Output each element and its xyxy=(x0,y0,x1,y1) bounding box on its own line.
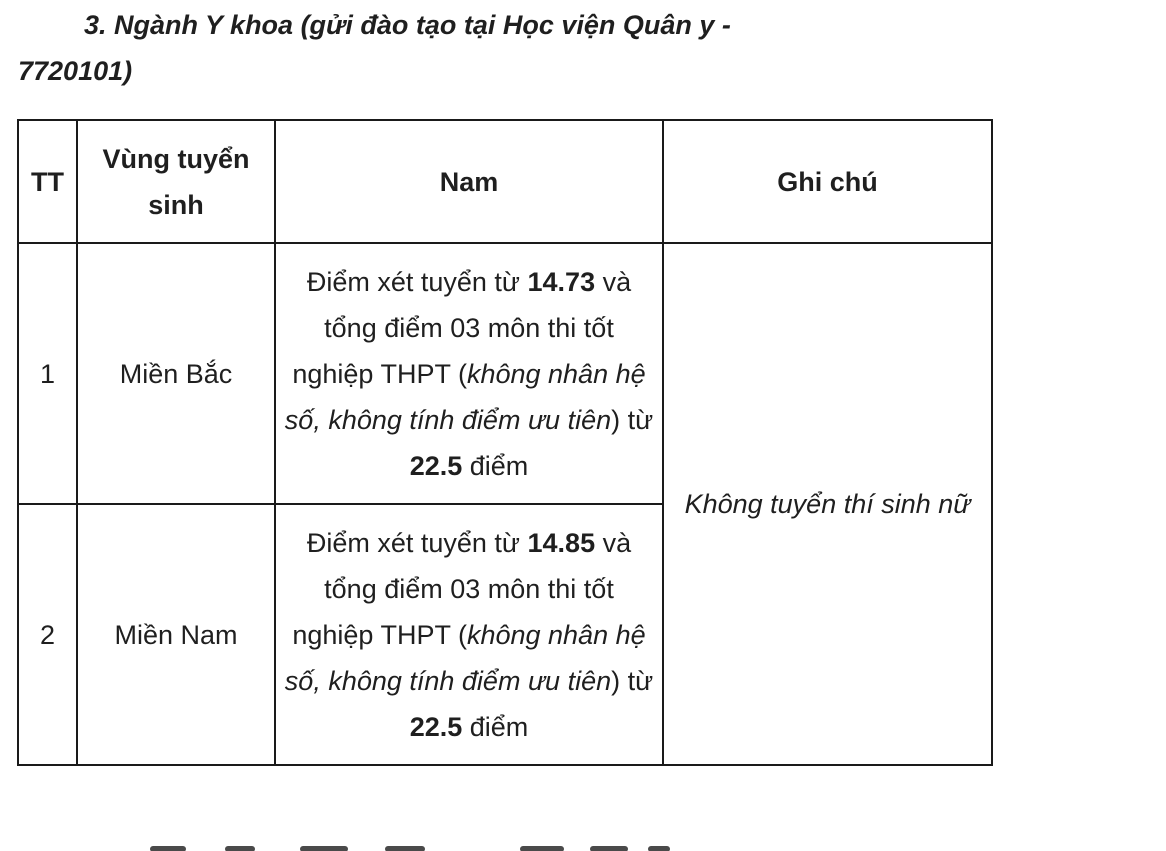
row-tt: 2 xyxy=(18,504,77,765)
criteria-total: 22.5 xyxy=(409,711,463,742)
section-heading xyxy=(18,2,778,94)
criteria-score: 14.85 xyxy=(527,527,596,558)
criteria-text: điểm xyxy=(462,450,529,481)
criteria-text: Điểm xét tuyển từ xyxy=(306,266,528,297)
header-male: Nam xyxy=(275,120,663,243)
table-row xyxy=(18,243,992,504)
row-male-criteria xyxy=(275,243,663,504)
criteria-score: 14.73 xyxy=(527,266,596,297)
header-tt: TT xyxy=(18,120,77,243)
criteria-text: điểm xyxy=(462,711,529,742)
note-cell: Không tuyển thí sinh nữ xyxy=(663,243,992,765)
cropped-text-line xyxy=(0,838,1166,851)
criteria-text: và tổng điểm 03 môn thi tốt nghiệp THPT ( xyxy=(292,527,632,650)
section-heading-line2: Quân y - 7720101) xyxy=(18,10,731,86)
row-tt: 1 xyxy=(18,243,77,504)
header-note: Ghi chú xyxy=(663,120,992,243)
criteria-italic-note: không nhân hệ số, không tính điểm ưu tiên xyxy=(284,619,646,696)
criteria-text: và tổng điểm 03 môn thi tốt nghiệp THPT ( xyxy=(292,266,632,389)
criteria-total: 22.5 xyxy=(409,450,463,481)
criteria-text: ) từ xyxy=(611,665,654,696)
row-region: Miền Bắc xyxy=(77,243,275,504)
header-region: Vùng tuyển sinh xyxy=(77,120,275,243)
criteria-italic-note: không nhân hệ số, không tính điểm ưu tiên xyxy=(284,358,646,435)
criteria-text: ) từ xyxy=(611,404,654,435)
row-region: Miền Nam xyxy=(77,504,275,765)
row-male-criteria xyxy=(275,504,663,765)
table-header-row xyxy=(18,120,992,243)
section-heading-line1: 3. Ngành Y khoa (gửi đào tạo tại Học viện xyxy=(84,10,616,40)
criteria-text: Điểm xét tuyển từ xyxy=(306,527,528,558)
admissions-table xyxy=(17,119,993,766)
